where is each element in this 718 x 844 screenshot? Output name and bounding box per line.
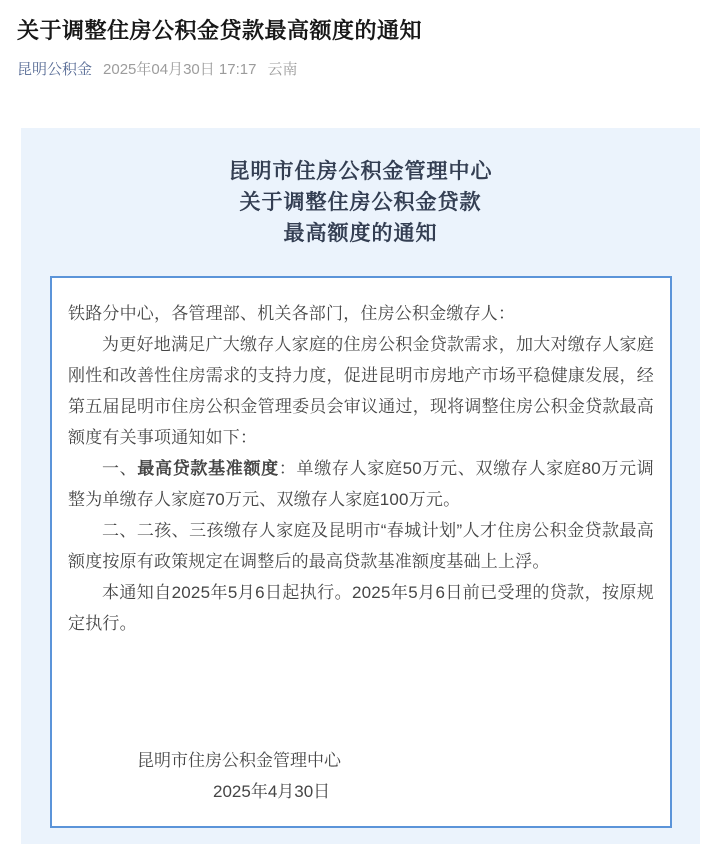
notice-item-1-prefix: 一、	[102, 459, 138, 478]
notice-panel	[21, 128, 700, 844]
signature-organization: 昆明市住房公积金管理中心	[137, 751, 341, 770]
notice-heading	[21, 128, 700, 249]
notice-item-1	[68, 453, 654, 515]
notice-heading-line-1: 昆明市住房公积金管理中心	[228, 160, 493, 183]
notice-card	[50, 276, 672, 828]
signature-date: 2025年4月30日	[213, 782, 331, 801]
notice-salutation: 铁路分中心，各管理部、机关各部门，住房公积金缴存人：	[68, 304, 516, 323]
notice-heading-line-3: 最高额度的通知	[283, 222, 438, 245]
notice-closing: 本通知自2025年5月6日起执行。2025年5月6日前已受理的贷款，按原规定执行。	[68, 583, 654, 633]
notice-signature	[68, 745, 654, 807]
publish-datetime: 2025年04月30日 17:17	[103, 61, 257, 78]
account-name-link[interactable]: 昆明公积金	[17, 61, 93, 78]
article-title: 关于调整住房公积金贷款最高额度的通知	[17, 18, 423, 43]
location-label: 云南	[267, 61, 298, 78]
notice-heading-line-2: 关于调整住房公积金贷款	[239, 191, 482, 214]
notice-item-1-title: 最高贷款基准额度	[137, 459, 279, 478]
notice-paragraph-intro: 为更好地满足广大缴存人家庭的住房公积金贷款需求，加大对缴存人家庭刚性和改善性住房需求的支持力度，促进昆明市房地产市场平稳健康发展，经第五届昆明市住房公积金管理委员会审议通过，现将调整住房公积金贷款最高额度有关事项通知如下：	[68, 335, 654, 447]
notice-item-2: 二、二孩、三孩缴存人家庭及昆明市“春城计划”人才住房公积金贷款最高额度按原有政策规定在调整后的最高贷款基准额度基础上上浮。	[68, 521, 654, 571]
byline	[17, 60, 701, 80]
notice-item-1-rest: ：单缴存人家庭50万元、双缴存人家庭80万元调整为单缴存人家庭70万元、双缴存人家庭100万元。	[68, 459, 654, 509]
